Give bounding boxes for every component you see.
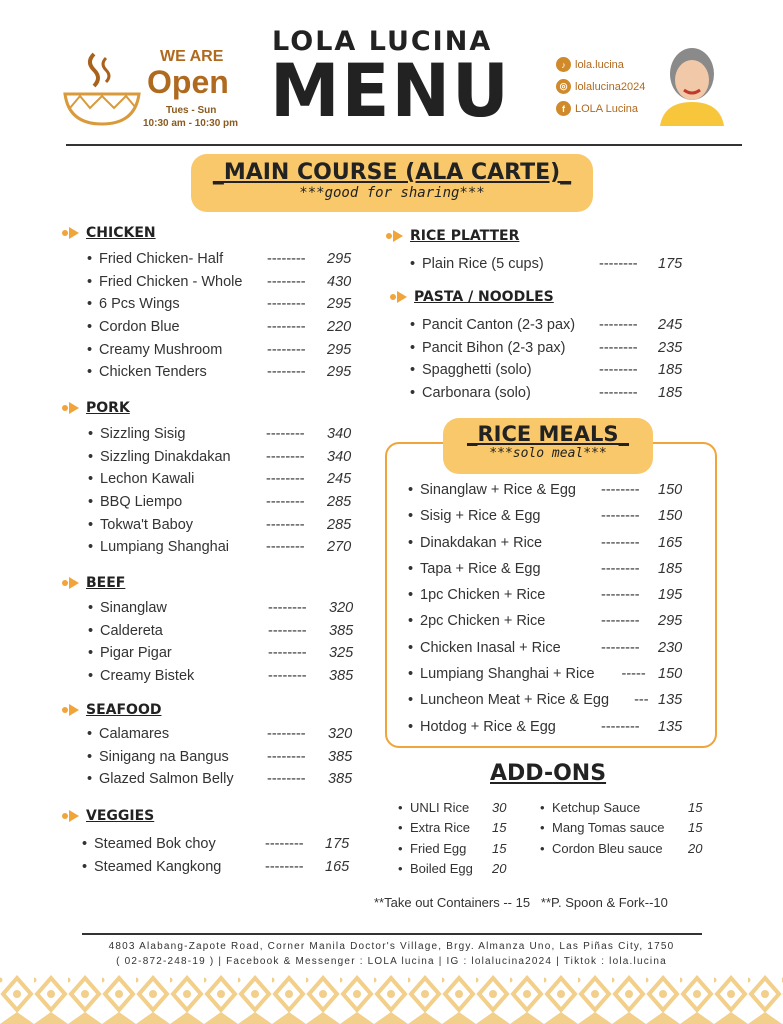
item-price: 385 — [329, 622, 354, 639]
instagram-icon: ◎ — [556, 79, 571, 94]
section-rice-platter — [386, 228, 519, 244]
item-price: 165 — [658, 534, 683, 551]
item-name: Spagghetti (solo) — [422, 362, 532, 379]
item-dashes: -------- — [601, 587, 640, 604]
addon-item — [540, 800, 710, 820]
bullet: • — [540, 840, 545, 856]
section-title: VEGGIES — [86, 808, 155, 824]
item-name: Sizzling Dinakdakan — [100, 448, 231, 465]
arrow-bullet-icon — [62, 704, 80, 716]
item-dashes: -------- — [599, 256, 638, 272]
tiktok-icon: ♪ — [556, 57, 571, 72]
item-name: Tokwa't Baboy — [100, 516, 194, 533]
bullet: • — [540, 800, 545, 815]
social-instagram[interactable] — [556, 79, 645, 94]
bullet: • — [88, 448, 94, 465]
item-name: Glazed Salmon Belly — [99, 771, 234, 788]
bullet: • — [410, 256, 416, 272]
menu-title: MENU — [270, 47, 511, 135]
item-dashes: -------- — [599, 385, 638, 402]
bullet: • — [87, 341, 93, 358]
bullet: • — [408, 718, 414, 735]
item-dashes: -------- — [268, 622, 307, 639]
item-dashes: -------- — [266, 426, 305, 442]
item-name: Caldereta — [100, 622, 163, 639]
main-course-banner — [191, 154, 593, 212]
item-price: 185 — [658, 385, 683, 402]
item-name: Steamed Kangkong — [94, 858, 222, 875]
item-name: Carbonara (solo) — [422, 385, 531, 402]
open-days: Tues - Sun — [166, 105, 217, 116]
item-price: 230 — [658, 639, 683, 656]
item-price: 175 — [325, 836, 350, 852]
bullet: • — [88, 471, 94, 488]
social-facebook[interactable] — [556, 101, 638, 116]
item-price: 135 — [658, 692, 683, 709]
item-name: Pancit Bihon (2-3 pax) — [422, 339, 566, 356]
bullet: • — [88, 600, 94, 616]
item-dashes: ----- — [621, 666, 646, 683]
item-name: Fried Chicken- Half — [99, 251, 224, 267]
arrow-bullet-icon — [62, 227, 80, 239]
addon-name: UNLI Rice — [410, 800, 470, 815]
bullet: • — [87, 319, 93, 336]
item-dashes: -------- — [599, 317, 638, 333]
arrow-bullet-icon — [386, 230, 404, 242]
addons-col1 — [398, 800, 528, 881]
addon-item — [398, 800, 528, 820]
item-dashes: -------- — [601, 534, 640, 551]
item-price: 135 — [658, 718, 683, 735]
section-pasta — [390, 289, 554, 305]
item-dashes: -------- — [267, 364, 306, 381]
item-dashes: -------- — [601, 613, 640, 630]
bullet: • — [87, 296, 93, 313]
item-name: 1pc Chicken + Rice — [420, 587, 546, 604]
section-title: RICE PLATTER — [410, 228, 520, 244]
item-price: 245 — [658, 317, 683, 333]
bullet: • — [398, 800, 403, 815]
bullet: • — [408, 508, 414, 525]
addon-item — [540, 820, 710, 840]
item-name: Lumpiang Shanghai — [100, 539, 229, 556]
addon-name: Boiled Egg — [410, 860, 473, 876]
addon-item — [398, 820, 528, 840]
section-pork — [62, 400, 130, 416]
item-price: 285 — [327, 516, 352, 533]
addon-price: 15 — [492, 840, 507, 856]
addon-name: Fried Egg — [410, 840, 467, 856]
item-dashes: -------- — [599, 339, 638, 356]
item-price: 295 — [327, 364, 352, 381]
section-title: PASTA / NOODLES — [414, 289, 554, 305]
item-price: 340 — [327, 448, 352, 465]
item-price: 295 — [327, 251, 352, 267]
bullet: • — [87, 251, 93, 267]
item-name: 6 Pcs Wings — [99, 296, 180, 313]
bullet: • — [408, 666, 414, 683]
item-dashes: -------- — [601, 560, 640, 577]
facebook-icon: f — [556, 101, 571, 116]
item-name: Lechon Kawali — [100, 471, 195, 488]
item-dashes: -------- — [267, 726, 306, 742]
bullet: • — [410, 385, 416, 402]
section-title: PORK — [86, 400, 130, 416]
item-price: 295 — [327, 341, 352, 358]
item-price: 220 — [327, 319, 352, 336]
bullet: • — [88, 516, 94, 533]
addons-title: ADD-ONS — [490, 761, 607, 786]
bullet: • — [410, 362, 416, 379]
bullet: • — [87, 364, 93, 381]
addon-price: 15 — [688, 800, 703, 815]
item-price: 245 — [327, 471, 352, 488]
footer-divider — [82, 933, 702, 935]
item-price: 295 — [327, 296, 352, 313]
item-name: Pancit Canton (2-3 pax) — [422, 317, 576, 333]
item-dashes: -------- — [267, 251, 306, 267]
bullet: • — [88, 645, 94, 662]
item-name: Creamy Mushroom — [99, 341, 223, 358]
item-dashes: -------- — [268, 600, 307, 616]
item-name: Chicken Tenders — [99, 364, 207, 381]
item-name: Luncheon Meat + Rice & Egg — [420, 692, 610, 709]
bullet: • — [82, 858, 88, 875]
item-dashes: --- — [634, 692, 649, 709]
item-name: Cordon Blue — [99, 319, 180, 336]
brand-name: LOLA LUCINA — [272, 26, 493, 57]
bullet: • — [540, 820, 545, 836]
item-price: 385 — [328, 748, 353, 765]
item-price: 270 — [327, 539, 352, 556]
item-name: Plain Rice (5 cups) — [422, 256, 544, 272]
item-price: 235 — [658, 339, 683, 356]
footer-address: 4803 Alabang-Zapote Road, Corner Manila Doctor's Village, Brgy. Almanza Uno, Las Piñas City, 1750 — [108, 941, 675, 952]
bowl-logo-icon — [62, 50, 142, 130]
tribal-pattern-border — [0, 974, 783, 1024]
item-dashes: -------- — [266, 516, 305, 533]
item-price: 320 — [329, 600, 354, 616]
social-label: lolalucina2024 — [575, 80, 646, 93]
item-price: 175 — [658, 256, 683, 272]
bullet: • — [408, 692, 414, 709]
item-dashes: -------- — [601, 718, 640, 735]
social-label: LOLA Lucina — [575, 102, 638, 115]
item-price: 385 — [328, 771, 353, 788]
item-price: 385 — [329, 668, 354, 685]
section-title: BEEF — [86, 575, 126, 591]
item-price: 285 — [327, 494, 352, 511]
item-price: 150 — [658, 482, 683, 498]
section-veggies — [62, 808, 154, 824]
main-course-subtitle: ***good for sharing*** — [299, 185, 485, 201]
item-dashes: -------- — [266, 494, 305, 511]
bullet: • — [398, 840, 403, 856]
item-name: Pigar Pigar — [100, 645, 172, 662]
item-dashes: -------- — [601, 639, 640, 656]
bullet: • — [410, 339, 416, 356]
item-name: Calamares — [99, 726, 170, 742]
item-dashes: -------- — [599, 362, 638, 379]
item-price: 295 — [658, 613, 683, 630]
item-name: Creamy Bistek — [100, 668, 195, 685]
bullet: • — [408, 534, 414, 551]
rice-meals-title: _RICE MEALS_ — [466, 422, 630, 446]
main-course-title: _MAIN COURSE (ALA CARTE)_ — [212, 160, 572, 185]
addon-price: 30 — [492, 800, 507, 815]
bullet: • — [88, 622, 94, 639]
we-are-label: WE ARE — [160, 48, 224, 65]
section-beef — [62, 575, 125, 591]
addon-item — [398, 861, 528, 881]
bullet: • — [88, 494, 94, 511]
addon-name: Ketchup Sauce — [552, 800, 641, 815]
addon-price: 20 — [688, 840, 703, 856]
section-chicken — [62, 225, 156, 241]
bullet: • — [82, 836, 88, 852]
bullet: • — [88, 668, 94, 685]
item-price: 150 — [658, 666, 683, 683]
bullet: • — [408, 560, 414, 577]
header-divider — [66, 144, 742, 146]
addon-name: Extra Rice — [410, 820, 470, 836]
item-dashes: -------- — [265, 858, 304, 875]
item-dashes: -------- — [267, 771, 306, 788]
addon-item — [398, 841, 528, 861]
addon-price: 15 — [492, 820, 507, 836]
lola-portrait-illustration — [658, 40, 726, 126]
rice-meals-banner — [443, 418, 653, 474]
open-hours: 10:30 am - 10:30 pm — [143, 118, 239, 129]
item-dashes: -------- — [268, 668, 307, 685]
rice-meals-subtitle: ***solo meal*** — [489, 446, 607, 461]
bullet: • — [408, 482, 414, 498]
item-name: Chicken Inasal + Rice — [420, 639, 561, 656]
item-price: 185 — [658, 560, 683, 577]
item-name: Sizzling Sisig — [100, 426, 186, 442]
addons-col2 — [540, 800, 710, 861]
item-name: Sinanglaw — [100, 600, 167, 616]
addons-note: **Take out Containers -- 15 **P. Spoon & Fork--10 — [374, 895, 668, 910]
addon-name: Mang Tomas sauce — [552, 820, 665, 836]
bullet: • — [398, 860, 403, 876]
item-name: Sinanglaw + Rice & Egg — [420, 482, 576, 498]
bullet: • — [408, 613, 414, 630]
item-dashes: -------- — [268, 645, 307, 662]
item-dashes: -------- — [601, 482, 640, 498]
social-label: lola.lucina — [575, 58, 624, 71]
section-title: CHICKEN — [86, 225, 156, 241]
item-name: Lumpiang Shanghai + Rice — [420, 666, 595, 683]
item-price: 165 — [325, 858, 350, 875]
bullet: • — [88, 539, 94, 556]
item-dashes: -------- — [267, 296, 306, 313]
item-price: 430 — [327, 273, 352, 290]
item-dashes: -------- — [266, 448, 305, 465]
bullet: • — [408, 639, 414, 656]
item-name: BBQ Liempo — [100, 494, 183, 511]
item-name: 2pc Chicken + Rice — [420, 613, 546, 630]
item-price: 185 — [658, 362, 683, 379]
footer-contacts: ( 02-872-248-19 ) | Facebook & Messenger : LOLA lucina | IG : lolalucina2024 | Tiktok : lola.lucina — [116, 956, 667, 967]
bullet: • — [87, 273, 93, 290]
item-name: Hotdog + Rice & Egg — [420, 718, 556, 735]
addon-price: 20 — [492, 860, 507, 876]
addon-name: Cordon Bleu sauce — [552, 840, 663, 856]
arrow-bullet-icon — [62, 810, 80, 822]
bullet: • — [410, 317, 416, 333]
social-tiktok[interactable] — [556, 57, 624, 72]
bullet: • — [87, 771, 93, 788]
section-seafood — [62, 702, 161, 718]
item-dashes: -------- — [267, 319, 306, 336]
bullet: • — [87, 726, 93, 742]
item-price: 320 — [328, 726, 353, 742]
item-price: 195 — [658, 587, 683, 604]
item-price: 340 — [327, 426, 352, 442]
item-dashes: -------- — [266, 471, 305, 488]
bullet: • — [408, 587, 414, 604]
item-name: Sinigang na Bangus — [99, 748, 229, 765]
arrow-bullet-icon — [62, 577, 80, 589]
item-dashes: -------- — [267, 273, 306, 290]
item-name: Sisig + Rice & Egg — [420, 508, 541, 525]
item-dashes: -------- — [265, 836, 304, 852]
item-dashes: -------- — [267, 341, 306, 358]
addon-item — [540, 841, 710, 861]
bullet: • — [88, 426, 94, 442]
item-price: 325 — [329, 645, 354, 662]
item-dashes: -------- — [267, 748, 306, 765]
item-dashes: -------- — [266, 539, 305, 556]
item-name: Tapa + Rice & Egg — [420, 560, 541, 577]
section-title: SEAFOOD — [86, 702, 162, 718]
addon-price: 15 — [688, 820, 703, 836]
arrow-bullet-icon — [62, 402, 80, 414]
open-label: Open — [147, 64, 229, 100]
bullet: • — [87, 748, 93, 765]
item-name: Dinakdakan + Rice — [420, 534, 543, 551]
item-price: 150 — [658, 508, 683, 525]
bullet: • — [398, 820, 403, 836]
item-dashes: -------- — [601, 508, 640, 525]
arrow-bullet-icon — [390, 291, 408, 303]
item-name: Steamed Bok choy — [94, 836, 216, 852]
item-name: Fried Chicken - Whole — [99, 273, 243, 290]
